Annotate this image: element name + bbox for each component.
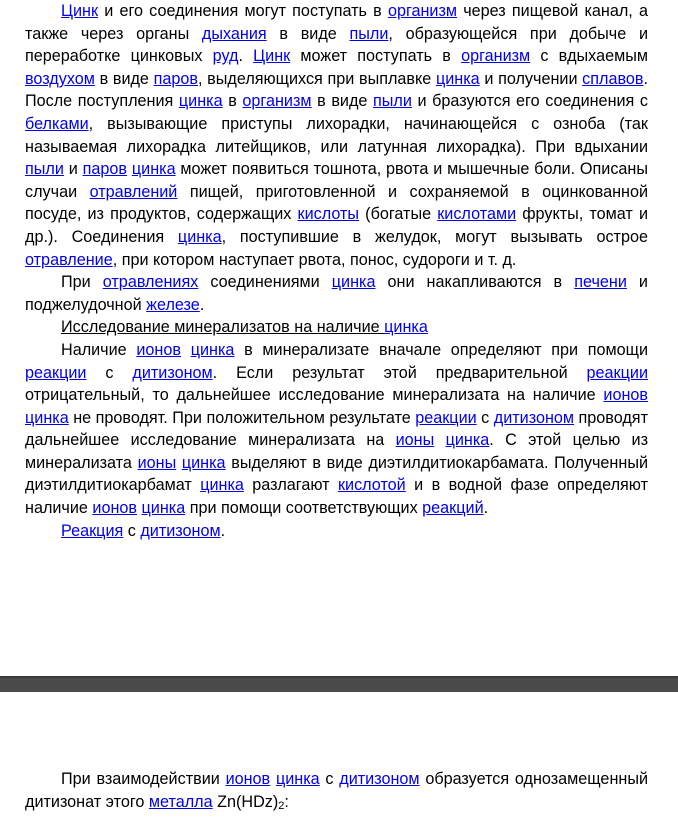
text-run: может появиться тошнота, рвота и мышечные боли. Описаны случаи — [25, 160, 648, 201]
hyperlink[interactable]: паров — [82, 160, 128, 179]
hyperlink[interactable]: реакции — [586, 363, 648, 382]
text-run: в виде — [94, 69, 154, 88]
hyperlink[interactable]: дитизоном — [140, 521, 221, 540]
subscript: 2 — [278, 799, 285, 812]
hyperlink[interactable]: цинка — [25, 408, 69, 427]
hyperlink[interactable]: ионов — [92, 499, 137, 518]
text-run: через пищевой канал, а также через органы — [25, 2, 648, 43]
text-run: и поджелудочной — [25, 273, 648, 314]
text-run: Исследование минерализатов на наличие — [61, 318, 385, 337]
hyperlink[interactable]: дитизоном — [132, 363, 213, 382]
hyperlink[interactable]: Цинк — [61, 2, 99, 20]
text-run: с вдыхаемым — [530, 47, 648, 66]
hyperlink[interactable]: реакции — [415, 408, 477, 427]
text-run: они накапливаются в — [375, 273, 575, 292]
text-run: , вызывающие приступы лихорадки, начинающейся с озноба (так называемая лихорадка литейщиков, или латунная лихорадка). При вдыхании — [25, 114, 648, 156]
hyperlink[interactable]: паров — [153, 69, 198, 88]
hyperlink[interactable]: реакций — [422, 499, 484, 518]
text-run: Zn(HDz) — [212, 792, 279, 811]
hyperlink[interactable]: ионы — [395, 431, 435, 450]
hyperlink[interactable]: организм — [461, 47, 531, 66]
hyperlink[interactable]: ионов — [225, 770, 271, 788]
text-run: . Если результат этой предварительной — [212, 363, 587, 382]
hyperlink[interactable]: цинка — [200, 476, 244, 495]
text-run: При — [61, 273, 103, 292]
hyperlink[interactable]: металла — [148, 792, 213, 811]
hyperlink[interactable]: пыли — [25, 160, 64, 179]
paragraph-mineralizate-study — [25, 339, 648, 520]
text-run: . — [220, 521, 226, 540]
hyperlink[interactable]: ионов — [603, 386, 648, 405]
text-run: отрицательный, то дальнейшее исследование минерализата на наличие — [25, 386, 604, 405]
hyperlink[interactable]: воздухом — [25, 69, 95, 88]
hyperlink[interactable]: цинка — [190, 340, 235, 359]
hyperlink[interactable]: цинка — [435, 69, 480, 88]
section-heading — [25, 316, 648, 339]
hyperlink[interactable]: кислотами — [437, 205, 517, 224]
text-run: : — [284, 792, 289, 811]
text-run: и в водной фазе определяют наличие — [25, 476, 648, 518]
text-run: в виде — [311, 92, 374, 111]
hyperlink[interactable]: цинка — [275, 770, 320, 788]
hyperlink[interactable]: Реакция — [61, 521, 124, 540]
hyperlink[interactable]: отравлений — [89, 182, 178, 201]
text-run: проводят дальнейшее исследование минерализата на — [25, 408, 648, 450]
paragraph-zinc-accumulation — [25, 271, 648, 316]
hyperlink[interactable]: пыли — [373, 92, 412, 111]
hyperlink[interactable]: реакции — [25, 363, 87, 382]
text-run: и получении — [479, 69, 583, 88]
hyperlink[interactable]: отравление — [25, 250, 113, 269]
text-run: в минерализате вначале определяют при помощи — [234, 340, 649, 359]
text-run: . — [238, 47, 254, 66]
text-run: Наличие — [61, 340, 137, 359]
hyperlink[interactable]: цинка — [178, 92, 223, 111]
text-run: и бразуются его соединения с — [411, 92, 649, 111]
text-run: . После поступления — [25, 69, 648, 111]
text-run: не проводят. При положительном результате — [68, 408, 416, 427]
hyperlink[interactable]: печени — [574, 273, 627, 292]
text-run: при помощи соответствующих — [185, 499, 423, 518]
text-run: в виде — [266, 24, 350, 43]
text-run: и — [63, 160, 83, 179]
document-page-2 — [0, 692, 678, 814]
hyperlink[interactable]: дитизоном — [339, 770, 420, 788]
text-run: с — [319, 770, 340, 788]
text-run: и его соединения могут поступать в — [98, 2, 388, 20]
hyperlink[interactable]: организм — [242, 92, 312, 111]
text-run: , образующейся при добыче и переработке цинковых — [25, 24, 648, 66]
hyperlink[interactable]: цинка — [131, 160, 176, 179]
text-run: с — [476, 408, 494, 427]
hyperlink[interactable]: отравлениях — [102, 273, 199, 292]
text-run: При взаимодействии — [61, 770, 226, 788]
text-run: может поступать в — [290, 47, 462, 66]
text-run: с — [123, 521, 141, 540]
hyperlink[interactable]: железе — [146, 295, 200, 314]
hyperlink[interactable]: ионов — [136, 340, 181, 359]
hyperlink[interactable]: цинка — [181, 453, 226, 472]
text-run: образуется однозамещенный дитизонат этого — [25, 770, 648, 811]
paragraph-zinc-dithizonate — [25, 768, 648, 817]
hyperlink[interactable]: цинка — [384, 318, 428, 337]
text-run: , поступившие в желудок, могут вызывать острое — [221, 227, 648, 246]
hyperlink[interactable]: кислотой — [337, 476, 406, 495]
hyperlink[interactable]: руд — [212, 47, 239, 66]
text-run: . — [483, 499, 489, 518]
text-run — [434, 431, 445, 449]
hyperlink[interactable]: организм — [387, 2, 458, 20]
text-run: , при котором наступает рвота, понос, судороги и т. д. — [112, 250, 517, 269]
text-run: , выделяющихся при выплавке — [198, 69, 436, 88]
text-run: разлагают — [243, 476, 338, 495]
hyperlink[interactable]: дыхания — [201, 24, 267, 43]
hyperlink[interactable]: ионы — [137, 453, 177, 472]
hyperlink[interactable]: цинка — [177, 227, 222, 246]
text-run: в — [222, 92, 243, 111]
paragraph-dithizone-reaction — [25, 520, 648, 543]
hyperlink[interactable]: белками — [25, 114, 89, 133]
text-run: соединениями — [198, 273, 332, 292]
hyperlink[interactable]: Цинк — [253, 47, 291, 66]
text-run: . С этой целью из минерализата — [25, 431, 648, 472]
hyperlink[interactable]: кислоты — [297, 205, 360, 224]
hyperlink[interactable]: пыли — [349, 24, 389, 43]
text-run — [181, 341, 191, 359]
text-run: пищей, приготовленной и сохраняемой в оцинкованной посуде, из продуктов, содержащих — [25, 182, 649, 224]
hyperlink[interactable]: цинка — [445, 431, 490, 450]
page-2-text — [25, 768, 648, 817]
text-run: с — [86, 363, 133, 382]
hyperlink[interactable]: цинка — [141, 499, 186, 518]
hyperlink[interactable]: дитизоном — [493, 408, 575, 427]
hyperlink[interactable]: цинка — [331, 273, 376, 292]
paragraph-zinc-intake — [25, 0, 648, 271]
hyperlink[interactable]: сплавов — [582, 69, 644, 88]
text-run: . — [199, 295, 205, 314]
text-run: (богатые — [359, 205, 438, 224]
text-run: выделяют в виде диэтилдитиокарбамата. Полученный диэтилдитиокарбамат — [25, 453, 648, 495]
page-1-text — [25, 0, 648, 542]
text-run: фрукты, томат и др.). Соединения — [25, 205, 648, 246]
